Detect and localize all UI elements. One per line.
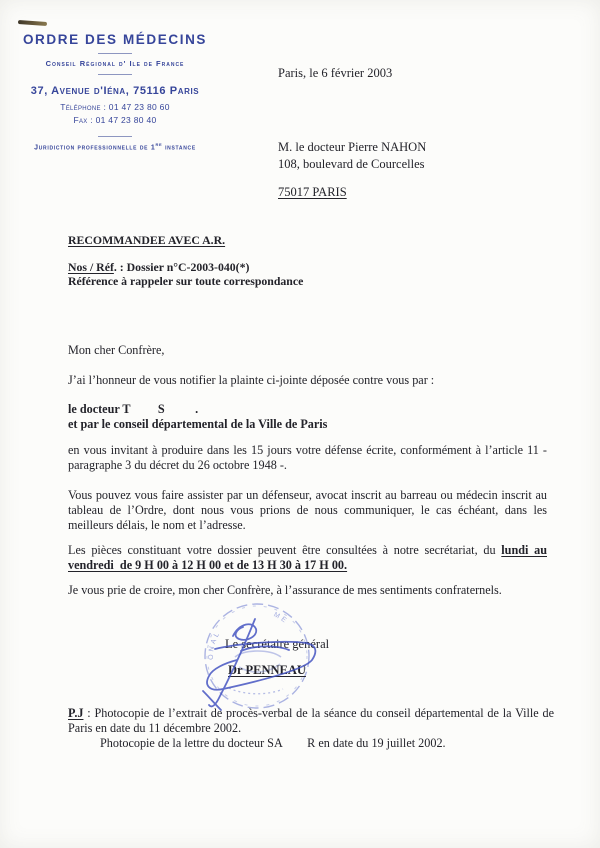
jurisdiction-suffix: instance	[162, 144, 196, 152]
letter-body	[68, 343, 547, 598]
closing-formula: Je vous prie de croire, mon cher Confrère, à l’assurance de mes sentiments confraternels.	[68, 583, 502, 597]
org-name: ORDRE DES MÉDECINS	[22, 32, 208, 47]
scan-artifact-mark	[18, 20, 47, 26]
consultation-schedule: lundi au vendredi de 9 H 00 à 12 H 00 et de 13 H 30 à 17 H 00.	[68, 543, 547, 572]
letterhead-divider	[98, 136, 132, 137]
signature-loop	[207, 642, 315, 690]
paragraph-intro: J’ai l’honneur de vous notifier la plainte ci-jointe déposée contre vous par :	[68, 373, 435, 387]
recipient-name: M. le docteur Pierre NAHON	[278, 140, 427, 154]
recipient-address	[278, 139, 426, 201]
letterhead-divider	[98, 74, 132, 75]
reference-block	[68, 233, 303, 288]
stamp-ring-fragment-1: ONAL	[207, 629, 223, 660]
recipient-city: 75017 PARIS	[278, 185, 347, 199]
signature-diagonal-stroke	[209, 619, 255, 706]
jurisdiction-sup: re	[155, 142, 163, 148]
attachment-1-text: Photocopie de l’extrait de procès-verbal de la séance du conseil départemental de la Ville de Paris en date du 11 décembre 2002.	[68, 706, 555, 735]
org-fax: Fax : 01 47 23 80 40	[73, 115, 157, 125]
recipient-street: 108, boulevard de Courcelles	[278, 157, 425, 171]
attachment-item-2: Photocopie de la lettre du docteur SA R en date du 19 juillet 2002.	[100, 736, 446, 750]
reference-note: Référence à rappeler sur toute correspondance	[68, 274, 304, 288]
signatory-title: Le secrétaire général	[225, 637, 330, 651]
paragraph-deadline: en vous invitant à produire dans les 15 jours votre défense écrite, conformément à l’article 11 - paragraphe 3 du décret du 26 octobre 1948 -.	[68, 443, 547, 472]
reference-value: . : Dossier n°C-2003-040(*)	[113, 260, 250, 274]
stamp-ring-fragment-2: ME	[272, 611, 290, 626]
consultation-text: Les pièces constituant votre dossier peuvent être consultées à notre secrétariat, du	[68, 543, 502, 557]
pj-label: P.J	[68, 706, 84, 720]
complainant-lines	[68, 402, 547, 432]
salutation: Mon cher Confrère,	[68, 343, 165, 357]
signature-mid-stroke	[241, 646, 289, 651]
paragraph-defense: Vous pouvez vous faire assister par un défenseur, avocat inscrit au barreau ou médecin inscrit au tableau de l’Ordre, dont nous vous prions de nous communiquer, le cas échéant, dans les meilleurs délais, le nom et l’adresse.	[68, 488, 547, 532]
paragraph-consultation	[68, 543, 547, 573]
complainant-council: et par le conseil départemental de la Ville de Paris	[68, 417, 328, 431]
registered-mail-label: RECOMMANDEE AVEC A.R.	[68, 233, 226, 247]
reference-line	[68, 260, 303, 274]
jurisdiction-text: Juridiction professionnelle de 1	[34, 144, 156, 152]
pj-separator: :	[83, 706, 95, 720]
complainant-doctor: le docteur T S .	[68, 402, 199, 416]
signatory-name: Dr PENNEAU	[228, 663, 306, 677]
dateline: Paris, le 6 février 2003	[278, 66, 393, 80]
org-subtitle: Conseil Régional d' Ile de France	[45, 59, 185, 68]
org-jurisdiction	[10, 142, 220, 151]
org-address: 37, Avenue d'Iéna, 75116 Paris	[30, 85, 200, 97]
org-phone: Téléphone : 01 47 23 80 60	[60, 102, 170, 112]
letterhead	[10, 32, 220, 151]
handwritten-signature	[185, 593, 350, 728]
letterhead-divider	[98, 53, 132, 54]
reference-label: Nos / Réf	[68, 260, 114, 274]
